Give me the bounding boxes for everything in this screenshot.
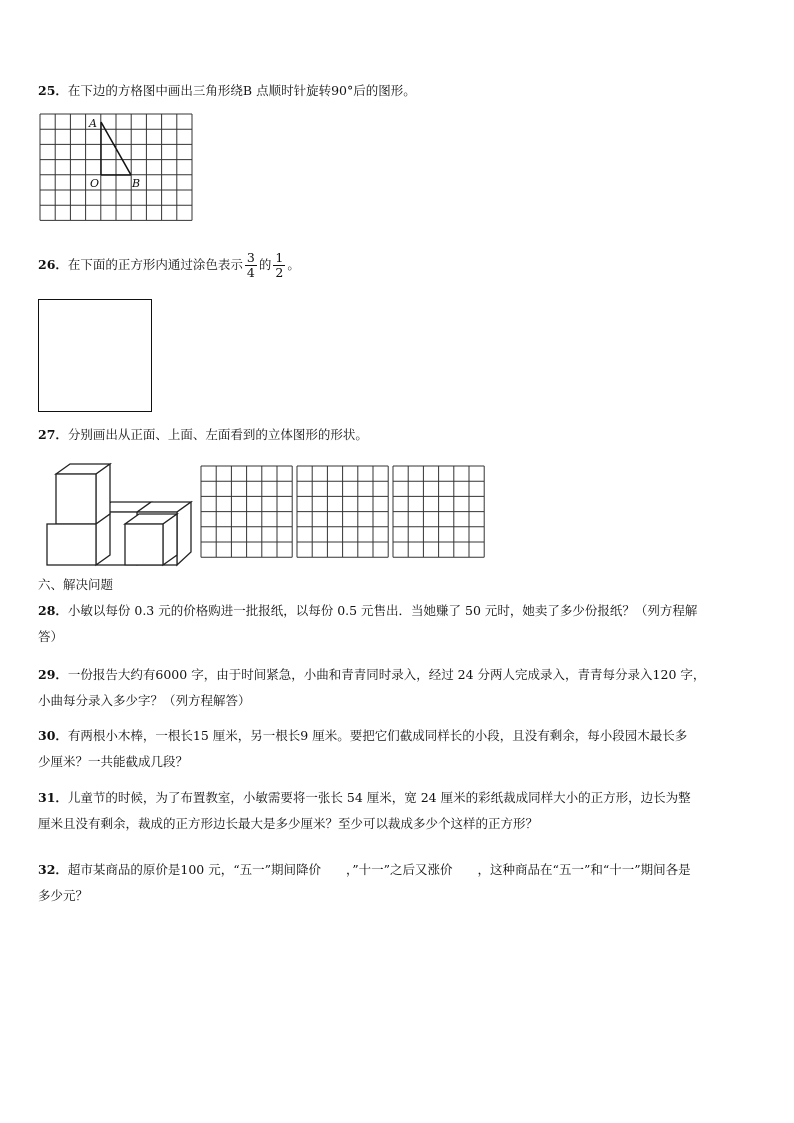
question-number: 28． [38, 603, 68, 618]
question-line-2: 多少元？ [38, 888, 89, 903]
fraction-numerator: 3 [246, 250, 255, 265]
question-number: 27． [38, 427, 68, 442]
question-29 [38, 662, 758, 714]
question-28 [38, 598, 758, 650]
question-25 [38, 78, 758, 104]
question-31 [38, 785, 758, 837]
fraction-numerator: 1 [275, 250, 284, 265]
blank-square[interactable] [38, 299, 152, 412]
question-line-2: 小曲每分录入多少字？（列方程解答） [38, 693, 251, 708]
question-number: 25． [38, 83, 68, 98]
question-number: 31． [38, 790, 68, 805]
question-text: 在下面的正方形内通过涂色表示 [67, 257, 243, 272]
drawing-grid-front[interactable] [201, 466, 294, 558]
question-26 [38, 249, 758, 281]
question-text-mid: 的 [258, 257, 272, 272]
fraction-denominator: 4 [246, 265, 255, 280]
question-line-2: 厘米且没有剩余，裁成的正方形边长最大是多少厘米？至少可以裁成多少个这样的正方形？ [38, 816, 539, 831]
question-line-1: 超市某商品的原价是100 元，“五一”期间降价 ，”十一”之后又涨价 ，这种商品在“五一”和“十一”期间各是 [67, 862, 691, 877]
point-a-label: A [89, 117, 97, 130]
question-number: 26． [38, 257, 68, 272]
question-number: 30． [38, 728, 68, 743]
question-30 [38, 723, 758, 775]
question-line-1: 一份报告大约有6000 字，由于时间紧急，小曲和青青同时录入，经过 24 分两人完成录入，青青每分录入120 字， [67, 667, 706, 682]
question-text-end: 。 [287, 257, 300, 272]
section-title: 六、解决问题 [38, 577, 114, 592]
cube-stack-figure [40, 460, 200, 568]
question-32 [38, 857, 758, 909]
question-number: 32． [38, 862, 68, 877]
question-line-2: 答） [38, 629, 64, 644]
rotation-grid [40, 114, 192, 222]
question-line-1: 儿童节的时候，为了布置教室，小敏需要将一张长 54 厘米，宽 24 厘米的彩纸裁成同样大小的正方形，边长为整 [67, 790, 691, 805]
question-text: 分别画出从正面、上面、左面看到的立体图形的形状。 [67, 427, 368, 442]
fraction-three-quarters [245, 251, 257, 280]
drawing-grid-left[interactable] [393, 466, 486, 558]
fraction-one-half [273, 251, 285, 280]
drawing-grid-top[interactable] [297, 466, 390, 558]
fraction-denominator: 2 [275, 265, 284, 280]
point-b-label: B [132, 177, 141, 190]
question-27 [38, 422, 758, 448]
question-line-2: 少厘米？一共能截成几段？ [38, 754, 189, 769]
question-line-1: 有两根小木棒，一根长15 厘米，另一根长9 厘米。要把它们截成同样长的小段，且没有剩余，每小段园木最长多 [67, 728, 688, 743]
question-number: 29． [38, 667, 68, 682]
question-line-1: 小敏以每份 0.3 元的价格购进一批报纸，以每份 0.5 元售出．当她赚了 50 元时，她卖了多少份报纸？（列方程解 [67, 603, 698, 618]
question-text: 在下边的方格图中画出三角形绕B 点顺时针旋转90°后的图形。 [67, 83, 416, 98]
point-o-label: O [90, 177, 100, 190]
